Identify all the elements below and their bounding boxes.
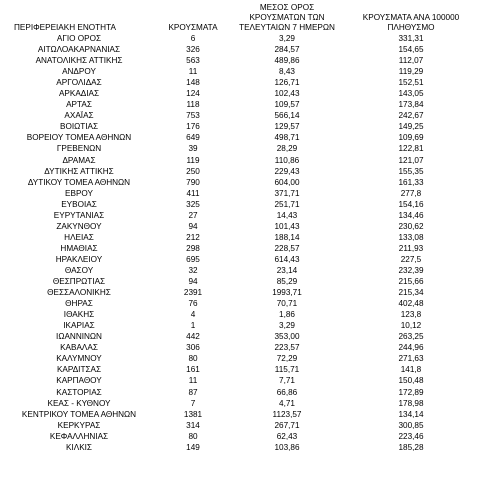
table-row	[4, 409, 480, 420]
cases-cell: 442	[186, 332, 200, 342]
avg-cell: 188,14	[274, 232, 300, 242]
avg-cell: 28,29	[276, 144, 298, 154]
avg-cell: 498,71	[274, 133, 300, 143]
table-row	[4, 342, 480, 353]
region-cell: ΔΡΑΜΑΣ	[62, 155, 96, 165]
region-cell: ΒΟΡΕΙΟΥ ΤΟΜΕΑ ΑΘΗΝΩΝ	[26, 133, 132, 143]
region-cell: ΚΙΛΚΙΣ	[65, 442, 92, 452]
cases-cell: 11	[188, 67, 198, 77]
per-100000-cell: 215,34	[398, 288, 424, 298]
region-cell: ΗΡΑΚΛΕΙΟΥ	[55, 254, 103, 264]
per-100000-cell: 227,5	[400, 254, 422, 264]
region-cell: ΙΩΑΝΝΙΝΩΝ	[56, 332, 102, 342]
table-row	[4, 254, 480, 265]
region-cell: ΙΚΑΡΙΑΣ	[63, 321, 95, 331]
per-100000-cell: 402,48	[398, 299, 424, 309]
table-row	[4, 177, 480, 188]
header-cases: ΚΡΟΥΣΜΑΤΑ	[168, 23, 218, 32]
cases-cell: 306	[186, 343, 200, 353]
per-100000-cell: 134,14	[398, 409, 424, 419]
cases-cell: 753	[186, 111, 200, 121]
table-row	[4, 375, 480, 386]
per-100000-cell: 161,33	[398, 177, 424, 187]
table-row	[4, 420, 480, 431]
per-100000-cell: 331,31	[398, 34, 424, 43]
per-100000-cell: 141,8	[400, 365, 422, 375]
avg-cell: 3,29	[279, 34, 295, 43]
table-row	[4, 265, 480, 276]
per-100000-cell: 244,96	[398, 343, 424, 353]
avg-cell: 489,86	[274, 56, 300, 66]
table-row	[4, 166, 480, 177]
table-row	[4, 88, 480, 99]
region-cell: ΚΑΛΥΜΝΟΥ	[56, 354, 102, 364]
table-row	[4, 243, 480, 254]
region-cell: ΘΕΣΣΑΛΟΝΙΚΗΣ	[47, 288, 111, 298]
region-cell: ΘΑΣΟΥ	[64, 265, 94, 275]
avg-cell: 72,29	[276, 354, 298, 364]
per-100000-cell: 263,25	[398, 332, 424, 342]
per-100000-cell: 271,63	[398, 354, 424, 364]
region-cell: ΚΕΡΚΥΡΑΣ	[57, 420, 101, 430]
per-100000-cell: 300,85	[398, 420, 424, 430]
per-100000-cell: 215,66	[398, 277, 424, 287]
per-100000-cell: 119,29	[398, 67, 424, 77]
table-row	[4, 199, 480, 210]
cases-cell: 11	[188, 376, 198, 386]
header-seven-day-average	[232, 1, 342, 33]
avg-cell: 102,43	[274, 89, 300, 99]
table-row	[4, 398, 480, 409]
per-100000-cell: 121,07	[398, 155, 424, 165]
per-100000-cell: 230,62	[398, 221, 424, 231]
avg-cell: 1993,71	[272, 288, 302, 298]
cases-cell: 695	[186, 254, 200, 264]
avg-cell: 62,43	[276, 431, 298, 441]
region-cell: ΕΥΒΟΙΑΣ	[61, 199, 97, 209]
cases-cell: 7	[190, 398, 196, 408]
per-100000-cell: 143,05	[398, 89, 424, 99]
region-cell: ΕΒΡΟΥ	[65, 188, 93, 198]
cases-cell: 411	[186, 188, 200, 198]
region-cell: ΑΡΚΑΔΙΑΣ	[58, 89, 100, 99]
per-100000-cell: 123,8	[400, 310, 422, 320]
cases-cell: 94	[188, 221, 198, 231]
cases-cell: 94	[188, 277, 198, 287]
table-row	[4, 353, 480, 364]
avg-cell: 70,71	[276, 299, 298, 309]
per-100000-cell: 277,8	[400, 188, 422, 198]
cases-cell: 176	[186, 122, 200, 132]
avg-cell: 110,86	[274, 155, 300, 165]
cases-cell: 80	[188, 431, 198, 441]
cases-cell: 148	[186, 78, 200, 88]
header-cases-per-100000	[342, 1, 480, 33]
avg-cell: 101,43	[274, 221, 300, 231]
table-row	[4, 210, 480, 221]
region-cell: ΘΕΣΠΡΩΤΙΑΣ	[52, 277, 106, 287]
avg-cell: 228,57	[274, 243, 300, 253]
avg-cell: 126,71	[274, 78, 300, 88]
per-100000-cell: 154,16	[398, 199, 424, 209]
cases-cell: 76	[188, 299, 198, 309]
cases-cell: 87	[188, 387, 198, 397]
region-cell: ΔΥΤΙΚΟΥ ΤΟΜΕΑ ΑΘΗΝΩΝ	[27, 177, 131, 187]
table-row	[4, 121, 480, 132]
table-row	[4, 55, 480, 66]
per-100000-cell: 133,08	[398, 232, 424, 242]
region-cell: ΚΕΝΤΡΙΚΟΥ ΤΟΜΕΑ ΑΘΗΝΩΝ	[21, 409, 137, 419]
cases-cell: 124	[186, 89, 200, 99]
header-per-line1: ΚΡΟΥΣΜΑΤΑ ΑΝΑ 100000	[362, 13, 460, 22]
avg-cell: 109,57	[274, 100, 300, 110]
table-row	[4, 387, 480, 398]
table-row	[4, 298, 480, 309]
cases-cell: 790	[186, 177, 200, 187]
table-row	[4, 364, 480, 375]
header-per-line2: ΠΛΗΘΥΣΜΟ	[387, 23, 435, 32]
region-cell: ΓΡΕΒΕΝΩΝ	[56, 144, 102, 154]
region-cell: ΚΑΣΤΟΡΙΑΣ	[56, 387, 102, 397]
avg-cell: 115,71	[274, 365, 300, 375]
cases-cell: 325	[186, 199, 200, 209]
table-row	[4, 287, 480, 298]
per-100000-cell: 155,35	[398, 166, 424, 176]
per-100000-cell: 152,51	[398, 78, 424, 88]
table-row	[4, 66, 480, 77]
avg-cell: 7,71	[279, 376, 295, 386]
cases-cell: 1381	[183, 409, 203, 419]
table-body	[4, 33, 480, 453]
per-100000-cell: 211,93	[398, 243, 424, 253]
avg-cell: 129,57	[274, 122, 300, 132]
cases-cell: 314	[186, 420, 200, 430]
region-cell: ΕΥΡΥΤΑΝΙΑΣ	[53, 210, 105, 220]
avg-cell: 604,00	[274, 177, 300, 187]
region-cell: ΑΓΙΟ ΟΡΟΣ	[56, 34, 102, 43]
per-100000-cell: 154,65	[398, 45, 424, 55]
table-row	[4, 188, 480, 199]
cases-cell: 326	[186, 45, 200, 55]
region-cell: ΚΑΡΔΙΤΣΑΣ	[56, 365, 102, 375]
avg-cell: 14,43	[276, 210, 298, 220]
header-region: ΠΕΡΙΦΕΡΕΙΑΚΗ ΕΝΟΤΗΤΑ	[14, 23, 116, 32]
per-100000-cell: 173,84	[398, 100, 424, 110]
cases-cell: 6	[190, 34, 196, 43]
per-100000-cell: 109,69	[398, 133, 424, 143]
region-cell: ΚΑΡΠΑΘΟΥ	[56, 376, 102, 386]
per-100000-cell: 223,46	[398, 431, 424, 441]
avg-cell: 267,71	[274, 420, 300, 430]
table-row	[4, 221, 480, 232]
per-100000-cell: 134,46	[398, 210, 424, 220]
table-row	[4, 320, 480, 331]
per-100000-cell: 232,39	[398, 265, 424, 275]
cases-cell: 212	[186, 232, 200, 242]
per-100000-cell: 185,28	[398, 442, 424, 452]
cases-cell: 118	[186, 100, 200, 110]
per-100000-cell: 122,81	[398, 144, 424, 154]
table-row	[4, 44, 480, 55]
cases-cell: 119	[186, 155, 200, 165]
avg-cell: 371,71	[274, 188, 300, 198]
avg-cell: 251,71	[274, 199, 300, 209]
cases-cell: 649	[186, 133, 200, 143]
avg-cell: 23,14	[276, 265, 298, 275]
region-cell: ΗΛΕΙΑΣ	[64, 232, 94, 242]
table-row	[4, 232, 480, 243]
cases-cell: 298	[186, 243, 200, 253]
region-cell: ΚΑΒΑΛΑΣ	[60, 343, 98, 353]
avg-cell: 284,57	[274, 45, 300, 55]
per-100000-cell: 10,12	[400, 321, 422, 331]
header-avg-line2: ΚΡΟΥΣΜΑΤΩΝ ΤΩΝ	[249, 13, 325, 22]
avg-cell: 8,43	[279, 67, 295, 77]
region-cell: ΔΥΤΙΚΗΣ ΑΤΤΙΚΗΣ	[44, 166, 114, 176]
cases-cell: 161	[186, 365, 200, 375]
avg-cell: 85,29	[276, 277, 298, 287]
table-row	[4, 276, 480, 287]
per-100000-cell: 242,67	[398, 111, 424, 121]
per-100000-cell: 112,07	[398, 56, 424, 66]
cases-cell: 32	[188, 265, 198, 275]
cases-cell: 250	[186, 166, 200, 176]
covid-cases-table	[4, 1, 480, 453]
region-cell: ΑΡΓΟΛΙΔΑΣ	[56, 78, 102, 88]
table-row	[4, 77, 480, 88]
table-row	[4, 155, 480, 166]
table-row	[4, 99, 480, 110]
cases-cell: 563	[186, 56, 200, 66]
region-cell: ΚΕΦΑΛΛΗΝΙΑΣ	[49, 431, 109, 441]
avg-cell: 614,43	[274, 254, 300, 264]
region-cell: ΖΑΚΥΝΘΟΥ	[56, 221, 102, 231]
table-row	[4, 442, 480, 453]
region-cell: ΘΗΡΑΣ	[65, 299, 93, 309]
avg-cell: 66,86	[276, 387, 298, 397]
avg-cell: 1123,57	[272, 409, 302, 419]
cases-cell: 1	[190, 321, 196, 331]
per-100000-cell: 172,89	[398, 387, 424, 397]
region-cell: ΙΘΑΚΗΣ	[63, 310, 95, 320]
avg-cell: 3,29	[279, 321, 295, 331]
table-row	[4, 132, 480, 143]
per-100000-cell: 149,25	[398, 122, 424, 132]
avg-cell: 4,71	[279, 398, 295, 408]
table-row	[4, 110, 480, 121]
table-row	[4, 331, 480, 342]
avg-cell: 103,86	[274, 442, 300, 452]
table-row	[4, 33, 480, 44]
region-cell: ΚΕΑΣ - ΚΥΘΝΟΥ	[47, 398, 111, 408]
table-row	[4, 143, 480, 154]
header-avg-line1: ΜΕΣΟΣ ΟΡΟΣ	[259, 3, 315, 12]
header-row	[4, 1, 480, 33]
avg-cell: 566,14	[274, 111, 300, 121]
per-100000-cell: 178,98	[398, 398, 424, 408]
region-cell: ΑΡΤΑΣ	[66, 100, 92, 110]
cases-cell: 80	[188, 354, 198, 364]
avg-cell: 353,00	[274, 332, 300, 342]
cases-cell: 27	[188, 210, 198, 220]
header-avg-line3: ΤΕΛΕΥΤΑΙΩΝ 7 ΗΜΕΡΩΝ	[239, 23, 335, 32]
table-row	[4, 309, 480, 320]
region-cell: ΑΧΑΪΑΣ	[64, 111, 94, 121]
region-cell: ΒΟΙΩΤΙΑΣ	[59, 122, 99, 132]
region-cell: ΑΙΤΩΛΟΑΚΑΡΝΑΝΙΑΣ	[37, 45, 121, 55]
region-cell: ΗΜΑΘΙΑΣ	[60, 243, 98, 253]
per-100000-cell: 150,48	[398, 376, 424, 386]
table-row	[4, 431, 480, 442]
cases-cell: 4	[190, 310, 196, 320]
avg-cell: 223,57	[274, 343, 300, 353]
avg-cell: 1,86	[279, 310, 295, 320]
region-cell: ΑΝΑΤΟΛΙΚΗΣ ΑΤΤΙΚΗΣ	[35, 56, 123, 66]
cases-cell: 39	[188, 144, 198, 154]
avg-cell: 229,43	[274, 166, 300, 176]
cases-cell: 2391	[183, 288, 203, 298]
region-cell: ΑΝΔΡΟΥ	[62, 67, 96, 77]
cases-cell: 149	[186, 442, 200, 452]
